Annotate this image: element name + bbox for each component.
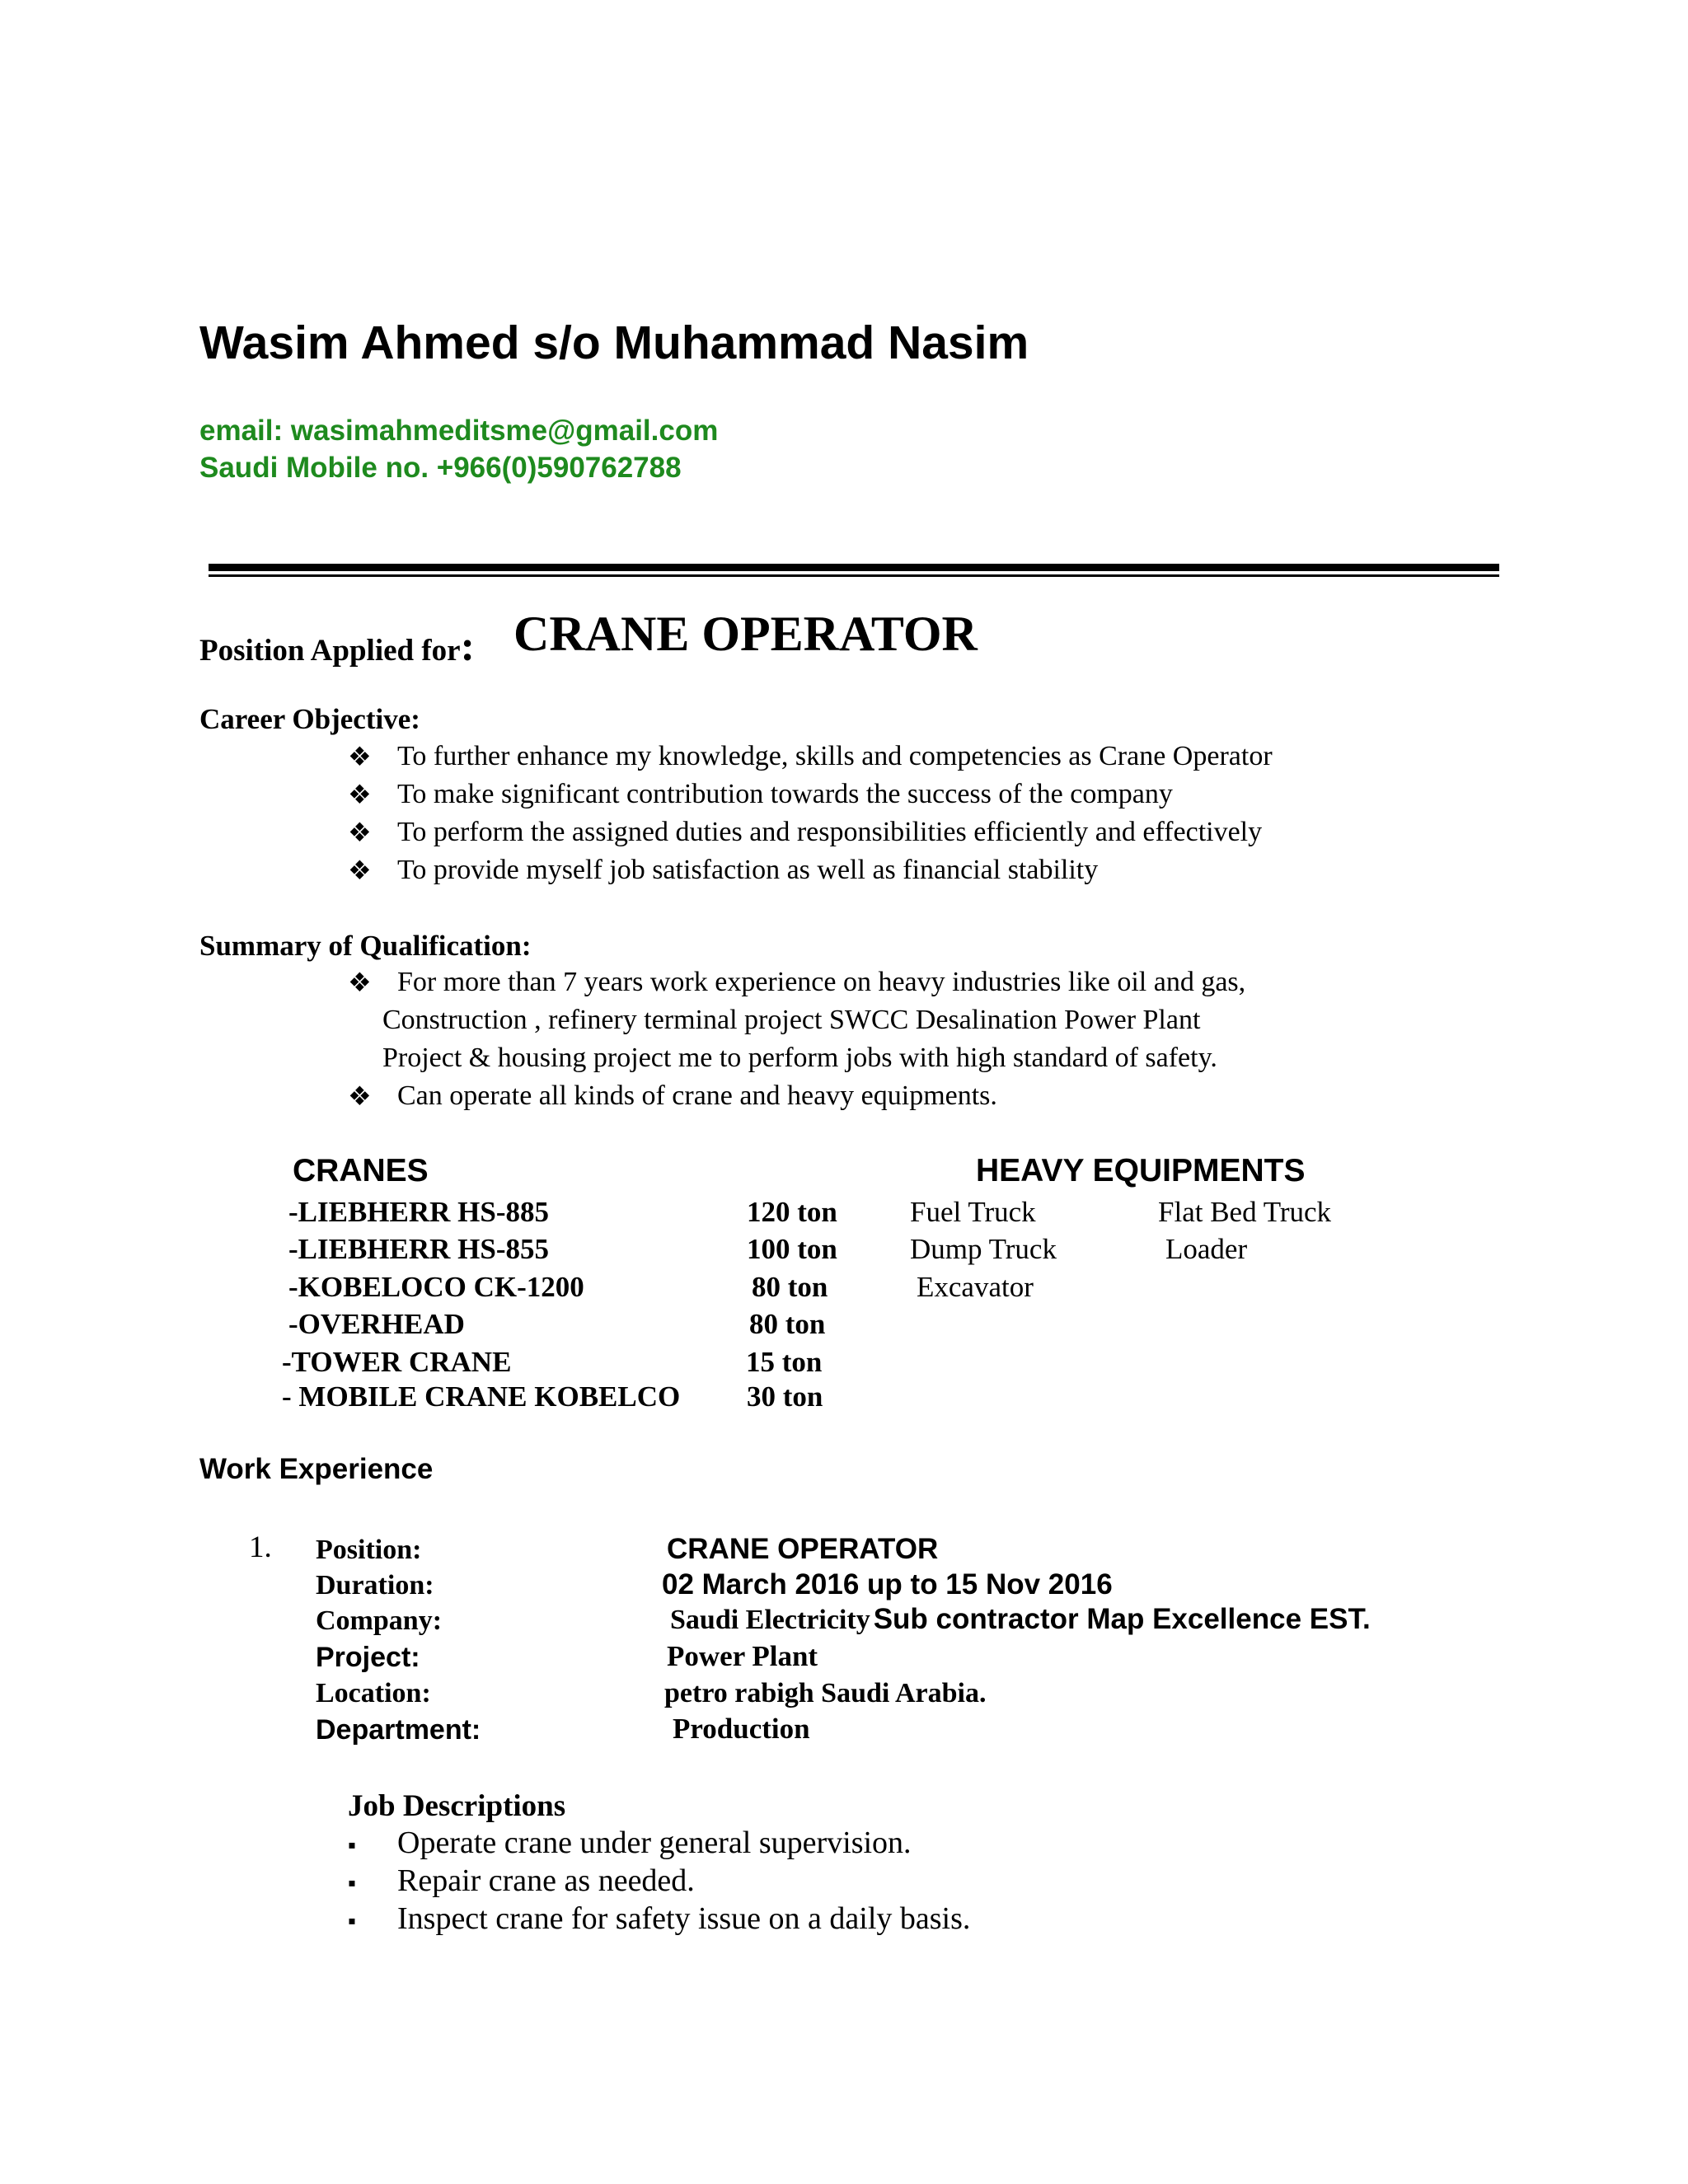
diamond-bullet-icon: ❖ [348, 742, 372, 771]
square-bullet-icon: ▪ [348, 1909, 356, 1934]
list-item [348, 776, 372, 814]
job-descriptions-title: Job Descriptions [348, 1789, 566, 1823]
square-bullet-icon: ▪ [348, 1833, 356, 1858]
crane-name: -LIEBHERR HS-885 [288, 1196, 550, 1228]
position-label-text: Position Applied for [199, 634, 461, 668]
project-field-label: Project: [316, 1642, 420, 1673]
crane-capacity: 30 ton [747, 1380, 823, 1413]
crane-name: -LIEBHERR HS-855 [288, 1233, 550, 1265]
crane-name: -OVERHEAD [288, 1308, 465, 1340]
list-item [348, 738, 372, 776]
heavy-equipment-item: Excavator [917, 1271, 1034, 1303]
list-item-text: To further enhance my knowledge, skills and competencies as Crane Operator [397, 741, 1273, 771]
heavy-equipment-item: Dump Truck [910, 1233, 1057, 1265]
list-item-text: Repair crane as needed. [397, 1863, 695, 1898]
department-field-label: Department: [316, 1714, 481, 1746]
diamond-bullet-icon: ❖ [348, 968, 372, 997]
heavy-equipment-item: Loader [1165, 1233, 1248, 1265]
crane-name: -KOBELOCO CK-1200 [288, 1271, 584, 1303]
cranes-title: CRANES [293, 1153, 429, 1188]
diamond-bullet-icon: ❖ [348, 780, 372, 809]
list-item [348, 813, 372, 852]
project-field-value: Power Plant [667, 1640, 818, 1672]
list-item-text: To provide myself job satisfaction as well as financial stability [397, 855, 1099, 885]
list-item [348, 963, 372, 1002]
company-name-part2: Sub contractor Map Excellence EST. [873, 1603, 1371, 1635]
diamond-bullet-icon: ❖ [348, 855, 372, 885]
heavy-equipment-item: Flat Bed Truck [1158, 1196, 1332, 1228]
heavy-equipments-title: HEAVY EQUIPMENTS [976, 1153, 1306, 1188]
diamond-bullet-icon: ❖ [348, 818, 372, 847]
crane-capacity: 120 ton [747, 1196, 837, 1228]
crane-capacity: 80 ton [749, 1308, 826, 1340]
company-field-value [670, 1603, 1371, 1636]
list-item-text: Project & housing project me to perform jobs with high standard of safety. [382, 1043, 1217, 1073]
list-item-text: To make significant contribution towards the success of the company [397, 779, 1173, 809]
list-item-text: For more than 7 years work experience on heavy industries like oil and gas, [397, 967, 1246, 997]
work-experience-title: Work Experience [199, 1453, 434, 1485]
department-field-value: Production [673, 1713, 810, 1745]
list-item [348, 1077, 372, 1116]
position-field-label: Position: [316, 1535, 422, 1565]
location-field-value: petro rabigh Saudi Arabia. [664, 1678, 987, 1708]
list-item-text: To perform the assigned duties and responsibilities efficiently and effectively [397, 817, 1263, 847]
crane-name: - MOBILE CRANE KOBELCO [282, 1380, 681, 1413]
crane-capacity: 80 ton [752, 1271, 828, 1303]
crane-name: -TOWER CRANE [282, 1346, 512, 1378]
career-objective-title: Career Objective: [199, 703, 420, 735]
header-divider-thick [209, 564, 1499, 571]
position-colon: : [460, 623, 475, 670]
square-bullet-icon: ▪ [348, 1871, 356, 1896]
header-divider-thin [209, 574, 1499, 577]
location-field-label: Location: [316, 1678, 431, 1708]
qualification-title: Summary of Qualification: [199, 930, 532, 962]
candidate-name: Wasim Ahmed s/o Muhammad Nasim [199, 316, 1029, 369]
heavy-equipment-item: Fuel Truck [910, 1196, 1036, 1228]
entry-number: 1. [249, 1530, 272, 1564]
list-item-text: Operate crane under general supervision. [397, 1825, 912, 1860]
position-label [199, 622, 475, 671]
crane-capacity: 100 ton [747, 1233, 837, 1265]
duration-field-label: Duration: [316, 1570, 434, 1601]
diamond-bullet-icon: ❖ [348, 1081, 372, 1111]
list-item-text: Can operate all kinds of crane and heavy equipments. [397, 1080, 997, 1111]
company-name-part1: Saudi Electricity [670, 1605, 870, 1635]
position-value: CRANE OPERATOR [513, 607, 978, 661]
crane-capacity: 15 ton [746, 1346, 823, 1378]
company-field-label: Company: [316, 1605, 443, 1636]
list-item-text: Construction , refinery terminal project SWCC Desalination Power Plant [382, 1005, 1201, 1035]
duration-field-value: 02 March 2016 up to 15 Nov 2016 [662, 1568, 1113, 1601]
list-item-text: Inspect crane for safety issue on a daily basis. [397, 1901, 971, 1936]
mobile-text: Saudi Mobile no. +966(0)590762788 [199, 452, 682, 484]
email-text: email: wasimahmeditsme@gmail.com [199, 415, 719, 447]
position-field-value: CRANE OPERATOR [667, 1533, 939, 1565]
list-item [348, 851, 372, 890]
